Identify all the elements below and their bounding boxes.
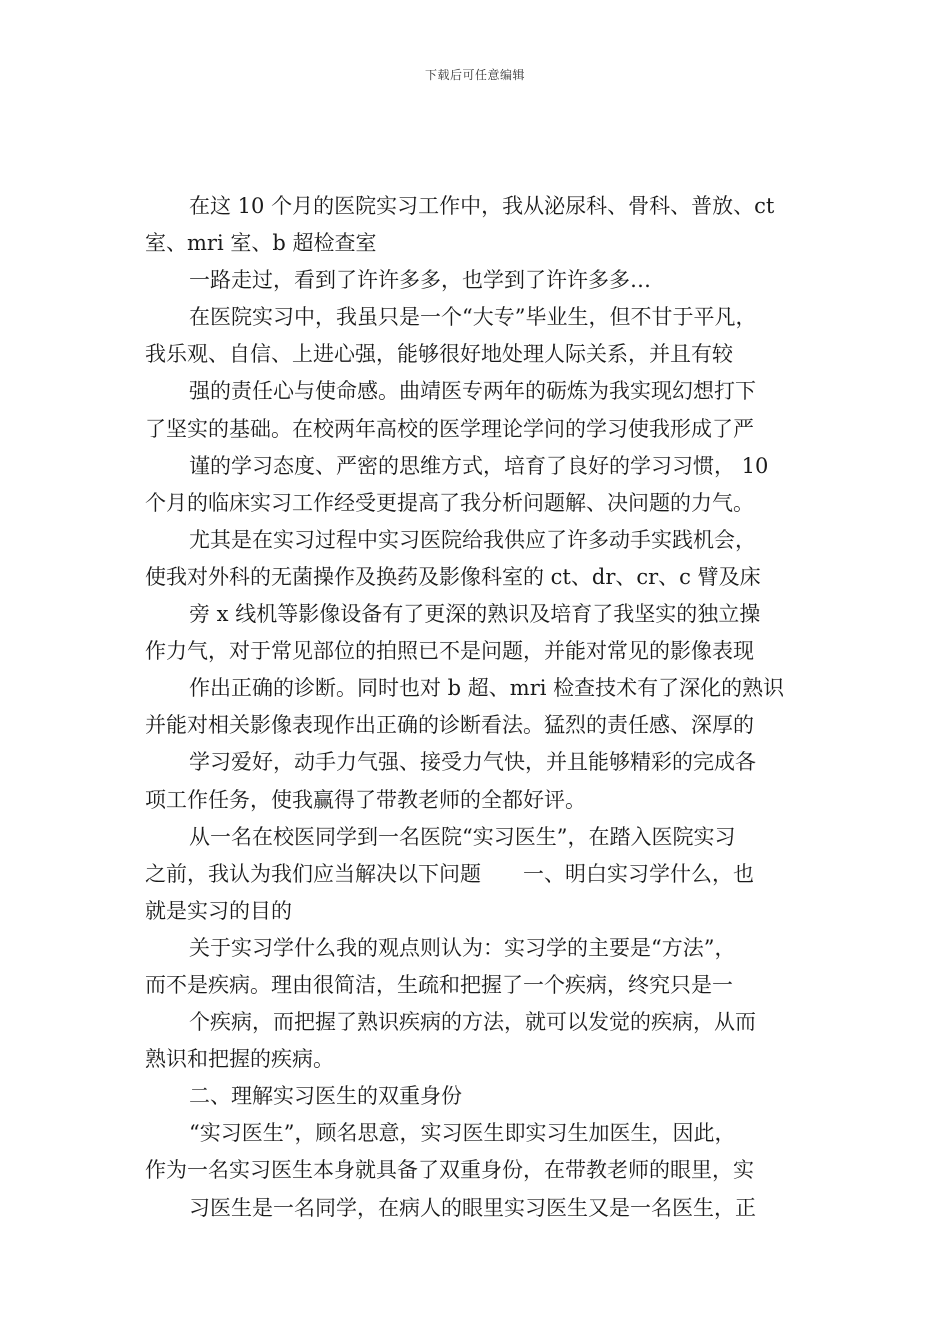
text-line: 使我对外科的无菌操作及换药及影像科室的 ct、dr、cr、c 臂及床	[145, 564, 761, 589]
document-body	[145, 188, 815, 1227]
text-line: 之前，我认为我们应当解决以下问题 一、明白实习学什么，也	[145, 861, 754, 886]
text-line: 了坚实的基础。在校两年高校的医学理论学问的学习使我形成了严	[145, 416, 754, 441]
text-line: 关于实习学什么我的观点则认为：实习学的主要是“方法”，	[189, 935, 736, 960]
text-line: 在这 10 个月的医院实习工作中，我从泌尿科、骨科、普放、ct	[189, 194, 775, 218]
text-line: 谨的学习态度、严密的思维方式，培育了良好的学习习惯， 10	[189, 453, 769, 478]
text-line: 熟识和把握的疾病。	[145, 1047, 334, 1072]
text-line: 室、mri 室、b 超检查室	[145, 231, 377, 256]
text-line: 强的责任心与使命感。曲靖医专两年的砺炼为我实现幻想打下	[189, 379, 756, 404]
text-line: 尤其是在实习过程中实习医院给我供应了许多动手实践机会，	[189, 527, 756, 552]
text-line: 学习爱好，动手力气强、接受力气快，并且能够精彩的完成各	[189, 750, 756, 775]
text-line: 而不是疾病。理由很简洁，生疏和把握了一个疾病，终究只是一	[145, 972, 733, 997]
text-line: 一路走过，看到了许许多多，也学到了许许多多…	[189, 268, 651, 293]
text-line: 就是实习的目的	[145, 898, 292, 923]
text-line: 我乐观、自信、上进心强，能够很好地处理人际关系，并且有较	[145, 342, 733, 367]
text-line: 作力气，对于常见部位的拍照已不是问题，并能对常见的影像表现	[145, 639, 754, 664]
text-line: 作为一名实习医生本身就具备了双重身份，在带教老师的眼里，实	[145, 1158, 754, 1183]
text-line: 作出正确的诊断。同时也对 b 超、mri 检查技术有了深化的熟识	[189, 676, 785, 701]
text-line: 从一名在校医同学到一名医院“实习医生”，在踏入医院实习	[189, 824, 736, 849]
text-line: 项工作任务，使我赢得了带教老师的全都好评。	[145, 787, 586, 812]
text-line: 旁 x 线机等影像设备有了更深的熟识及培育了我坚实的独立操	[189, 602, 761, 627]
text-line: 习医生是一名同学，在病人的眼里实习医生又是一名医生，正	[189, 1195, 756, 1220]
page-header: 下载后可任意编辑	[424, 68, 525, 82]
text-line: “实习医生”，顾名思意，实习医生即实习生加医生，因此，	[189, 1121, 736, 1146]
text-line: 个疾病，而把握了熟识疾病的方法，就可以发觉的疾病，从而	[189, 1010, 756, 1035]
text-line: 在医院实习中，我虽只是一个“大专”毕业生，但不甘于平凡，	[189, 305, 757, 330]
text-line: 个月的临床实习工作经受更提高了我分析问题解、决问题的力气。	[145, 490, 754, 515]
text-line: 并能对相关影像表现作出正确的诊断看法。猛烈的责任感、深厚的	[145, 713, 754, 738]
section-heading: 二、理解实习医生的双重身份	[189, 1084, 462, 1109]
